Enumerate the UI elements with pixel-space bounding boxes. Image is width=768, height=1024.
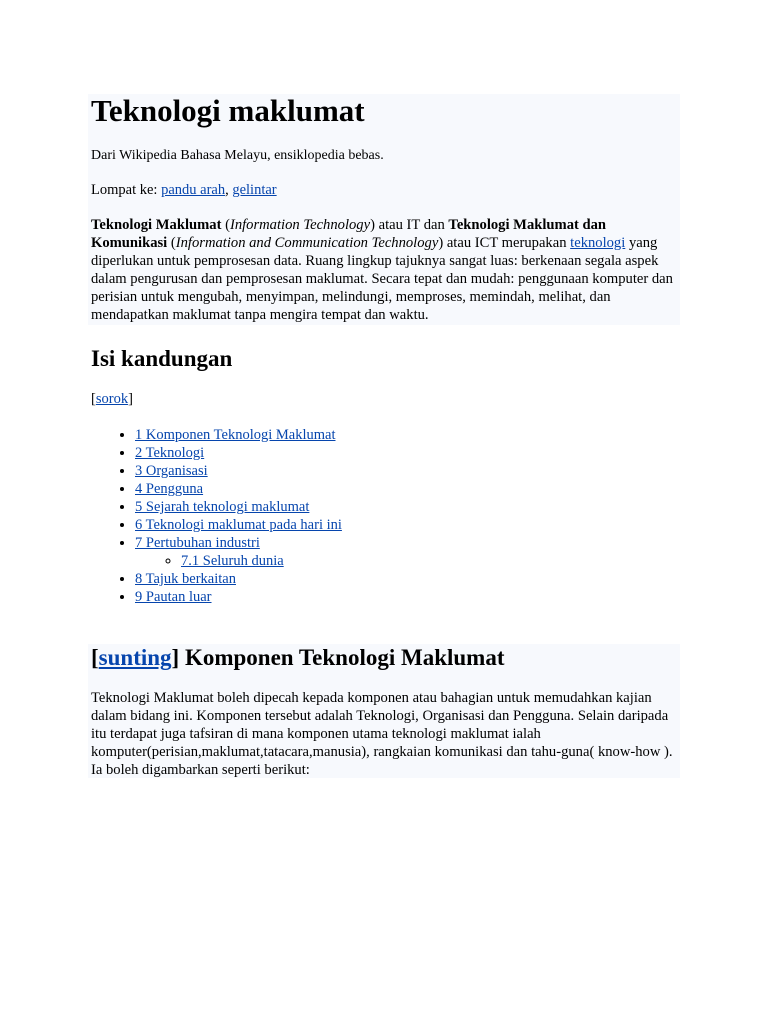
toc-link-9[interactable]: 9 Pautan luar: [135, 589, 212, 605]
toc-title: Isi kandungan: [91, 346, 233, 371]
toc-item: [135, 462, 342, 480]
jump-label: Lompat ke:: [91, 182, 162, 198]
toc-item: [135, 498, 342, 516]
search-link[interactable]: gelintar: [232, 182, 277, 198]
toc-link-5[interactable]: 5 Sejarah teknologi maklumat: [135, 499, 310, 515]
term-it: Teknologi Maklumat: [91, 217, 222, 233]
toc-link-7[interactable]: 7 Pertubuhan industri: [135, 535, 260, 551]
site-subtitle: Dari Wikipedia Bahasa Melayu, ensiklopedia bebas.: [91, 148, 384, 163]
intro-text: ) atau ICT merupakan: [438, 235, 571, 251]
section-paragraph: Teknologi Maklumat boleh dipecah kepada komponen atau bahagian untuk memudahkan kajian dalam bidang ini. Komponen tersebut adalah Teknologi, Organisasi dan Pengguna. Selain daripada itu terdapat juga tafsiran di mana komponen utama teknologi maklumat ialah komputer(perisian,maklumat,tatacara,manusia), rangkaian komunikasi dan tahu-guna( know-how ). Ia boleh digambarkan seperti berikut:: [91, 690, 673, 778]
term-ict-english: Information and Communication Technology: [175, 235, 439, 251]
toc-item: [135, 444, 342, 462]
toc-sublist: [135, 552, 342, 570]
bracket-close: ]: [128, 391, 133, 407]
toc-link-3[interactable]: 3 Organisasi: [135, 463, 208, 479]
teknologi-link[interactable]: teknologi: [570, 235, 626, 251]
toc-link-6[interactable]: 6 Teknologi maklumat pada hari ini: [135, 517, 342, 533]
navigation-link[interactable]: pandu arah: [161, 182, 226, 198]
jump-separator: ,: [225, 182, 233, 198]
toc-link-1[interactable]: 1 Komponen Teknologi Maklumat: [135, 427, 336, 443]
toc-item: [135, 534, 342, 570]
toc-hide-link[interactable]: sorok: [95, 391, 129, 407]
toc-item: [135, 588, 342, 606]
bracket-open: [: [91, 391, 96, 407]
toc-subitem: [181, 552, 342, 570]
intro-paragraph: [91, 216, 679, 324]
bracket-close: ]: [171, 645, 180, 670]
toc-link-7-1[interactable]: 7.1 Seluruh dunia: [181, 553, 284, 569]
page-title: Teknologi maklumat: [91, 93, 365, 128]
toc-link-4[interactable]: 4 Pengguna: [135, 481, 204, 497]
section-heading-text: Komponen Teknologi Maklumat: [179, 645, 505, 670]
toc-item: [135, 516, 342, 534]
intro-text: yang diperlukan untuk pemprosesan data. Ruang lingkup tajuknya sangat luas: berkenaan segala aspek dalam pengurusan dan pemprosesan maklumat. Secara tepat dan mudah: penggunaan komputer dan perisian untuk mengubah, menyimpan, melindungi, memproses, memindah, melihat, dan mendapatkan maklumat tanpa mengira tempat dan waktu.: [91, 235, 673, 323]
toc-link-2[interactable]: 2 Teknologi: [135, 445, 205, 461]
intro-text: ) atau IT dan: [370, 217, 449, 233]
term-it-english: Information Technology: [229, 217, 371, 233]
intro-text: (: [221, 217, 230, 233]
toc-item: [135, 480, 342, 498]
term-ict: Teknologi Maklumat dan Komunikasi: [91, 217, 607, 251]
toc-link-8[interactable]: 8 Tajuk berkaitan: [135, 571, 236, 587]
jump-to-bar: [91, 181, 679, 199]
toc-list: [91, 426, 342, 606]
intro-text: (: [167, 235, 176, 251]
toc-item: [135, 570, 342, 588]
edit-section-link[interactable]: sunting: [98, 645, 172, 670]
toc-toggle: [91, 390, 679, 408]
section-heading: [91, 644, 505, 672]
toc-item: [135, 426, 342, 444]
bracket-open: [: [91, 645, 99, 670]
